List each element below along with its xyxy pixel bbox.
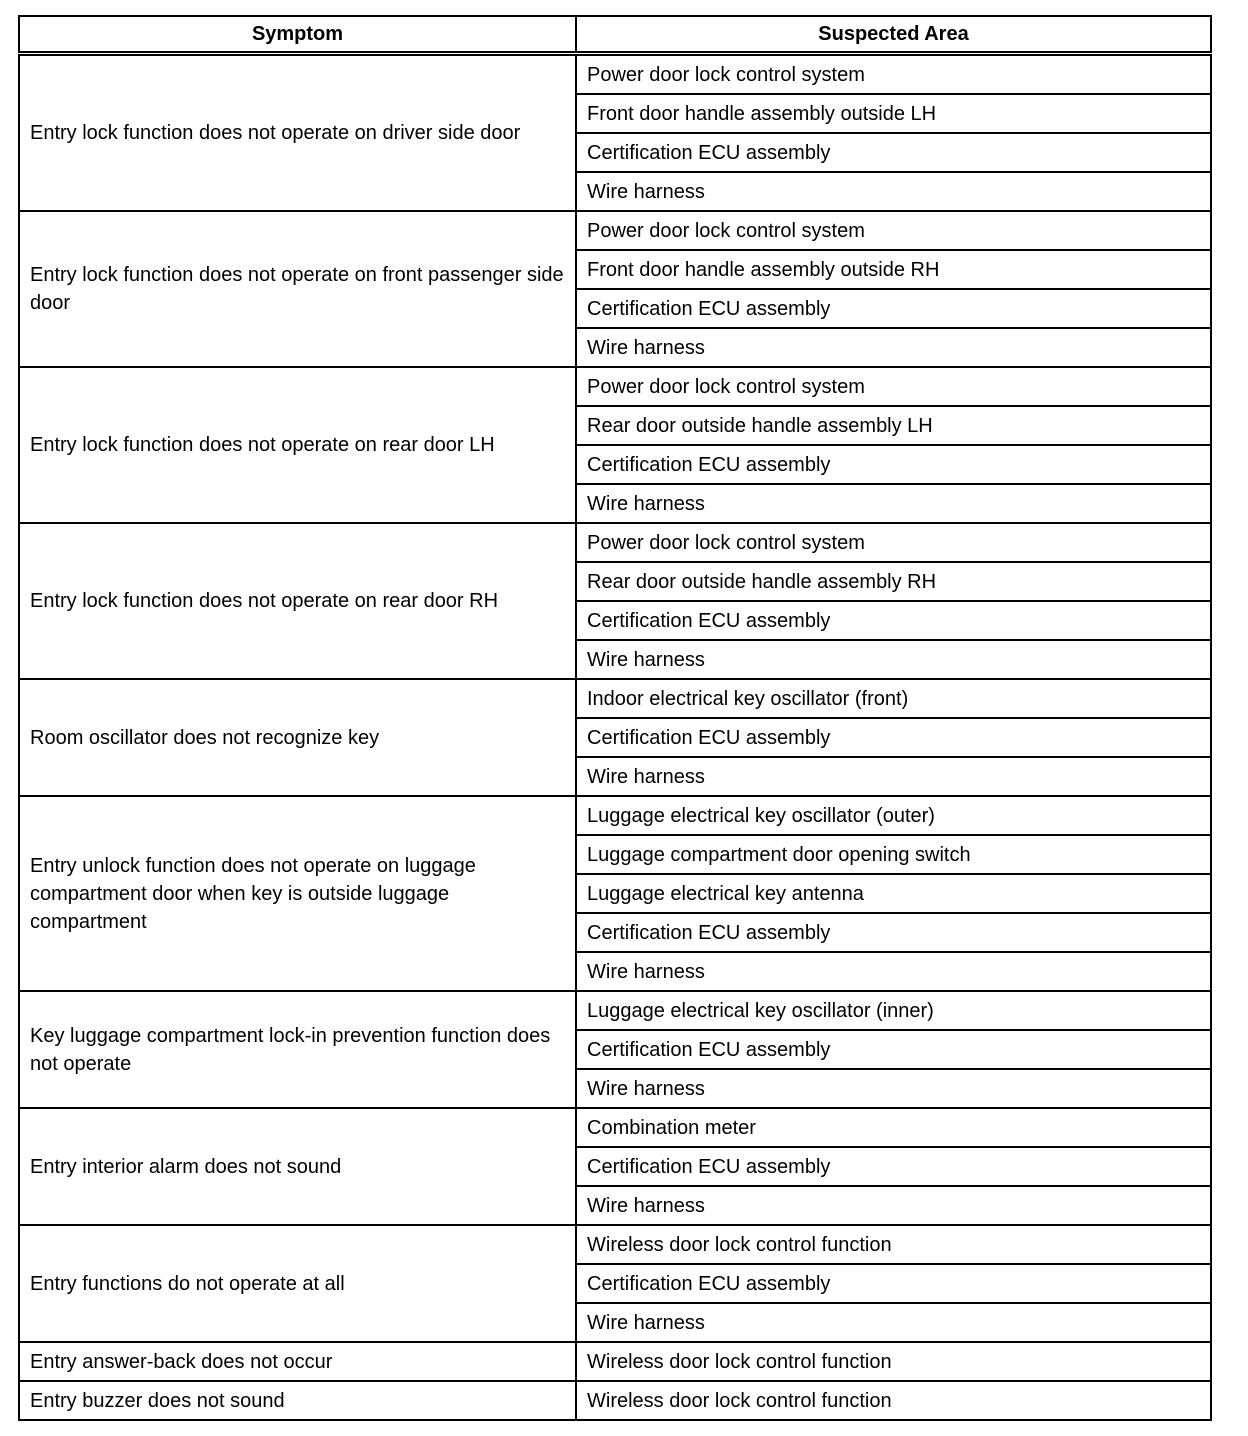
symptom-cell: Entry buzzer does not sound: [19, 1381, 576, 1420]
suspected-area-cell: Power door lock control system: [576, 54, 1211, 95]
suspected-area-cell: Wireless door lock control function: [576, 1225, 1211, 1264]
table-row: [19, 796, 1211, 835]
symptom-cell: Key luggage compartment lock-in prevention function does not operate: [19, 991, 576, 1108]
table-row: [19, 1225, 1211, 1264]
suspected-area-cell: Combination meter: [576, 1108, 1211, 1147]
suspected-area-cell: Luggage electrical key oscillator (inner): [576, 991, 1211, 1030]
suspected-area-cell: Certification ECU assembly: [576, 718, 1211, 757]
suspected-area-cell: Wire harness: [576, 952, 1211, 991]
suspected-area-cell: Certification ECU assembly: [576, 133, 1211, 172]
symptom-cell: Entry unlock function does not operate on luggage compartment door when key is outside luggage compartment: [19, 796, 576, 991]
symptom-cell: Entry functions do not operate at all: [19, 1225, 576, 1342]
suspected-area-cell: Power door lock control system: [576, 211, 1211, 250]
symptom-cell: Entry interior alarm does not sound: [19, 1108, 576, 1225]
header-suspected-area: Suspected Area: [576, 16, 1211, 54]
suspected-area-cell: Power door lock control system: [576, 523, 1211, 562]
suspected-area-cell: Certification ECU assembly: [576, 1147, 1211, 1186]
suspected-area-cell: Wireless door lock control function: [576, 1381, 1211, 1420]
table-row: [19, 523, 1211, 562]
table-row: [19, 367, 1211, 406]
table-body: [19, 54, 1211, 1421]
suspected-area-cell: Wireless door lock control function: [576, 1342, 1211, 1381]
suspected-area-cell: Luggage electrical key oscillator (outer): [576, 796, 1211, 835]
suspected-area-cell: Certification ECU assembly: [576, 1030, 1211, 1069]
table-row: [19, 54, 1211, 95]
header-symptom: Symptom: [19, 16, 576, 54]
suspected-area-cell: Wire harness: [576, 640, 1211, 679]
suspected-area-cell: Certification ECU assembly: [576, 445, 1211, 484]
suspected-area-cell: Power door lock control system: [576, 367, 1211, 406]
suspected-area-cell: Rear door outside handle assembly RH: [576, 562, 1211, 601]
suspected-area-cell: Luggage electrical key antenna: [576, 874, 1211, 913]
symptom-table: [18, 15, 1212, 1421]
suspected-area-cell: Wire harness: [576, 172, 1211, 211]
suspected-area-cell: Certification ECU assembly: [576, 913, 1211, 952]
table-row: [19, 1342, 1211, 1381]
symptom-cell: Entry lock function does not operate on driver side door: [19, 54, 576, 212]
suspected-area-cell: Wire harness: [576, 1186, 1211, 1225]
header-row: [19, 16, 1211, 54]
suspected-area-cell: Certification ECU assembly: [576, 1264, 1211, 1303]
table-row: [19, 1381, 1211, 1420]
suspected-area-cell: Wire harness: [576, 328, 1211, 367]
suspected-area-cell: Front door handle assembly outside LH: [576, 94, 1211, 133]
symptom-cell: Entry lock function does not operate on rear door LH: [19, 367, 576, 523]
symptom-cell: Entry answer-back does not occur: [19, 1342, 576, 1381]
table-row: [19, 211, 1211, 250]
suspected-area-cell: Front door handle assembly outside RH: [576, 250, 1211, 289]
suspected-area-cell: Wire harness: [576, 1303, 1211, 1342]
symptom-cell: Room oscillator does not recognize key: [19, 679, 576, 796]
suspected-area-cell: Wire harness: [576, 757, 1211, 796]
suspected-area-cell: Wire harness: [576, 484, 1211, 523]
table-row: [19, 1108, 1211, 1147]
suspected-area-cell: Certification ECU assembly: [576, 601, 1211, 640]
symptom-cell: Entry lock function does not operate on rear door RH: [19, 523, 576, 679]
suspected-area-cell: Rear door outside handle assembly LH: [576, 406, 1211, 445]
suspected-area-cell: Indoor electrical key oscillator (front): [576, 679, 1211, 718]
suspected-area-cell: Wire harness: [576, 1069, 1211, 1108]
suspected-area-cell: Certification ECU assembly: [576, 289, 1211, 328]
table-row: [19, 991, 1211, 1030]
suspected-area-cell: Luggage compartment door opening switch: [576, 835, 1211, 874]
symptom-cell: Entry lock function does not operate on front passenger side door: [19, 211, 576, 367]
table-row: [19, 679, 1211, 718]
